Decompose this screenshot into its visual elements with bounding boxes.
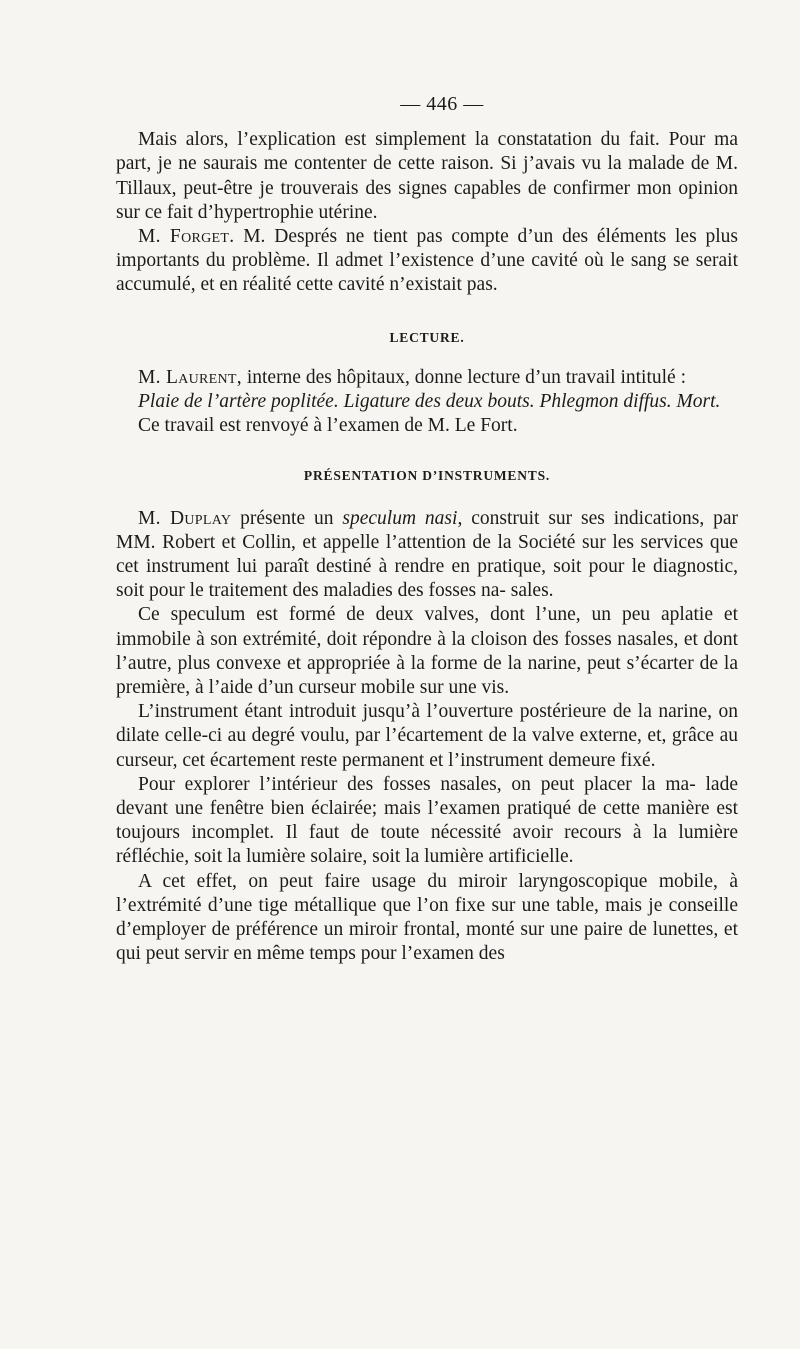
paper-title: Plaie de l’artère poplitée. Ligature des deux bouts. Phlegmon diffus. Mort. xyxy=(138,391,721,413)
paragraph-6 xyxy=(116,507,738,604)
speaker-duplay: M. Duplay xyxy=(138,507,232,529)
paragraph-2-text: M. Després ne tient pas compte d’un des éléments les plus importants du problème. Il admet l’existence d’une cavité où le sang se serait accumulé, et en réalité cette cavité n’existait pas. xyxy=(116,226,738,296)
heading-instruments: PRÉSENTATION D’INSTRUMENTS. xyxy=(303,468,551,484)
page-number: — 446 — xyxy=(400,93,484,115)
paragraph-9: Pour explorer l’intérieur des fosses nasales, on peut placer la ma- lade devant une fenêtre bien éclairée; mais l’examen pratiqué de cette manière est toujours incomplet. Il faut de toute nécessité avoir recours à la lumière réfléchie, soit la lumière solaire, soit la lumière artificielle. xyxy=(116,773,738,868)
paragraph-10: A cet effet, on peut faire usage du miroir laryngoscopique mobile, à l’extrémité d’une tige métallique que l’on fixe sur une table, mais je conseille d’employer de préférence un miroir frontal, monté sur une paire de lunettes, et qui peut servir en même temps pour l’examen des xyxy=(116,870,738,965)
speaker-forget: M. Forget. xyxy=(138,226,235,248)
paragraph-3 xyxy=(116,366,738,390)
paragraph-5: Ce travail est renvoyé à l’examen de M. Le Fort. xyxy=(138,415,518,437)
paragraph-6-b: , construit sur ses indications, par MM. Robert et Collin, et appelle l’attention de la Société sur les services que cet instrument lui paraît destiné à rendre en pratique, soit pour le diagnostic, soit pour le traitement des maladies des fosses na- sales. xyxy=(116,507,738,602)
paragraph-6-a: présente un xyxy=(231,507,343,529)
paragraph-1: Mais alors, l’explication est simplement la constatation du fait. Pour ma part, je ne saurais me contenter de cette raison. Si j’avais vu la malade de M. Tillaux, peut-être je trouverais des signes capables de confirmer mon opinion sur ce fait d’hypertrophie utérine. xyxy=(116,129,738,223)
speculum-nasi: speculum nasi xyxy=(342,507,458,529)
paragraph-7: Ce speculum est formé de deux valves, dont l’une, un peu aplatie et immobile à son extrémité, doit répondre à la cloison des fosses nasales, et dont l’autre, plus convexe et appropriée à la forme de la narine, peut s’écarter de la première, à l’aide d’un curseur mobile sur une vis. xyxy=(116,604,738,699)
heading-lecture: LECTURE. xyxy=(389,329,465,345)
speaker-laurent: M. Laurent, xyxy=(138,366,242,388)
paragraph-2 xyxy=(116,225,738,298)
paragraph-3-text: interne des hôpitaux, donne lecture d’un travail intitulé : xyxy=(241,366,686,388)
paragraph-8: L’instrument étant introduit jusqu’à l’ouverture postérieure de la narine, on dilate celle-ci au degré voulu, par l’écartement de la valve externe, et, grâce au curseur, cet écartement reste permanent et l’instrument demeure fixé. xyxy=(116,701,738,771)
